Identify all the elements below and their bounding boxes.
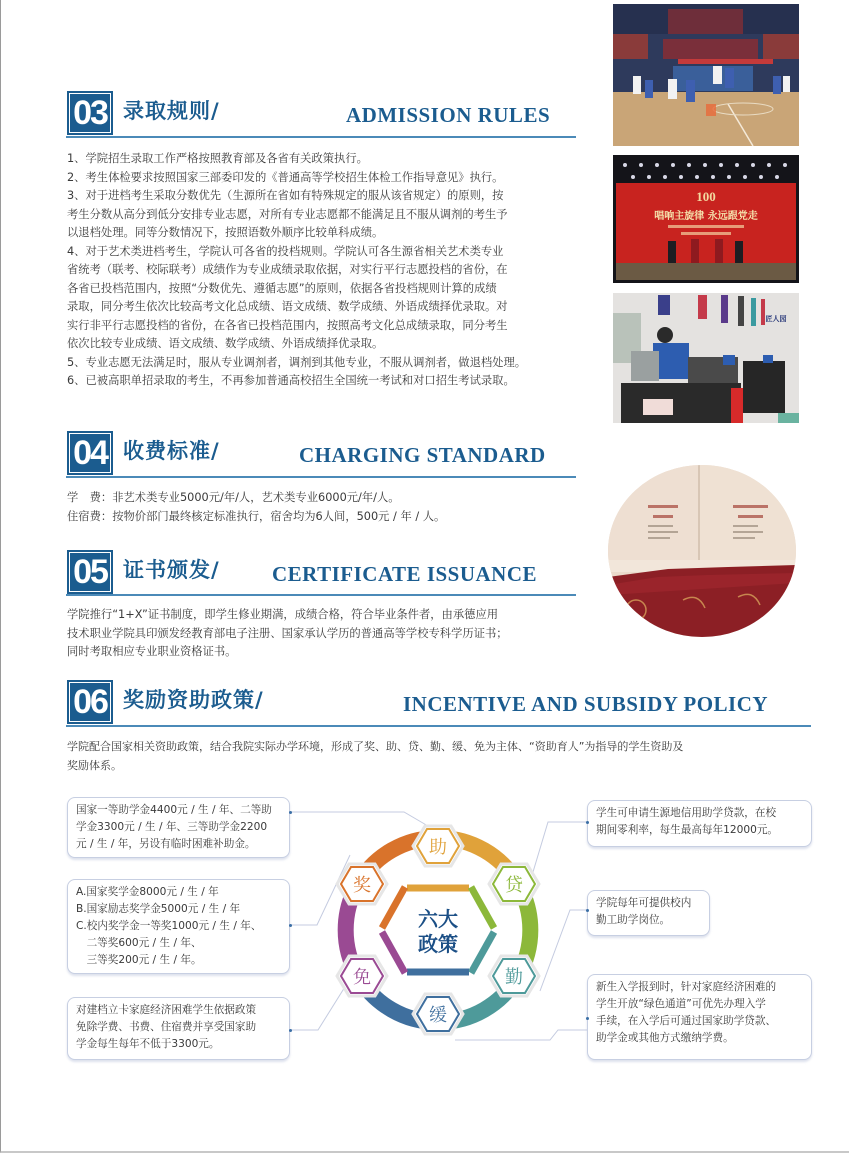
section-number-badge: 04 bbox=[67, 431, 113, 475]
node-zhu bbox=[413, 826, 463, 866]
text-line: 新生入学报到时，针对家庭经济困难的 bbox=[596, 981, 777, 993]
section-title-en: INCENTIVE AND SUBSIDY POLICY bbox=[403, 692, 769, 716]
node-huan bbox=[413, 994, 463, 1034]
text-line: 依次比较专业成绩、语文成绩、数学成绩、外语成绩择优录取。 bbox=[67, 337, 384, 350]
svg-text:缓: 缓 bbox=[429, 1005, 447, 1026]
text-line: C.校内奖学金一等奖1000元 / 生 / 年、 bbox=[76, 920, 262, 932]
text-line: 5、专业志愿无法满足时，服从专业调剂者，调剂到其他专业，不服从调剂者，做退档处理。 bbox=[67, 355, 527, 369]
fee-exemption-box bbox=[67, 997, 290, 1060]
six-policies-diagram bbox=[332, 820, 544, 1040]
text-line: 学金每生每年不低于3300元。 bbox=[76, 1038, 220, 1050]
text-line: 6、已被高职单招录取的考生，不再参加普通高校招生全国统一考试和对口招生考试录取。 bbox=[67, 374, 515, 387]
text-line: 学金3300元 / 生 / 年、三等助学金2200 bbox=[76, 821, 268, 833]
section-title-en: CERTIFICATE ISSUANCE bbox=[272, 562, 538, 586]
text-line: 1、学院招生录取工作严格按照教育部及各省有关政策执行。 bbox=[67, 152, 368, 165]
text-line: 学院推行“1+X”证书制度，即学生修业期满，成绩合格，符合毕业条件者，由承德应用 bbox=[67, 608, 499, 621]
svg-text:六大: 六大 bbox=[418, 907, 458, 931]
svg-text:匠人园: 匠人园 bbox=[765, 315, 787, 323]
text-line: 三等奖200元 / 生 / 年。 bbox=[76, 954, 202, 966]
text-line: 助学金或其他方式缴纳学费。 bbox=[596, 1032, 734, 1044]
text-line: 勤工助学岗位。 bbox=[596, 914, 671, 926]
text-line: 3、对于进档考生采取分数优先（生源所在省如有特殊规定的服从该省规定）的原则，按 bbox=[67, 189, 504, 202]
section-title-en: ADMISSION RULES bbox=[346, 103, 551, 127]
section-title-cn: 录取规则/ bbox=[123, 99, 220, 123]
connector-dot bbox=[586, 909, 589, 912]
text-line: 免除学费、书费、住宿费并享受国家助 bbox=[76, 1021, 257, 1033]
svg-text:奖: 奖 bbox=[353, 875, 371, 896]
green-channel-box bbox=[587, 974, 812, 1060]
connector-dot bbox=[289, 811, 292, 814]
svg-text:100: 100 bbox=[696, 189, 716, 204]
connector-dot bbox=[586, 821, 589, 824]
work-study-box bbox=[587, 890, 710, 936]
text-line: 技术职业学院具印颁发经教育部电子注册、国家承认学历的普通高等学校专科学历证书； bbox=[67, 626, 508, 640]
text-line: 2、考生体检要求按照国家三部委印发的《普通高等学校招生体检工作指导意见》执行。 bbox=[67, 170, 504, 184]
node-qin bbox=[489, 956, 539, 996]
svg-text:政策: 政策 bbox=[418, 932, 458, 956]
text-line: 以退档处理。同等分数情况下，按照语数外顺序比较单科成绩。 bbox=[67, 226, 384, 239]
text-line: 期间零利率，每生最高每年12000元。 bbox=[596, 824, 779, 836]
svg-text:贷: 贷 bbox=[505, 875, 523, 896]
node-mian bbox=[337, 956, 387, 996]
text-line: 住宿费：按物价部门最终核定标准执行，宿舍均为6人间，500元 / 年 / 人。 bbox=[67, 509, 446, 523]
section-title-cn: 证书颁发/ bbox=[123, 558, 220, 582]
connector-dot bbox=[289, 1029, 292, 1032]
scholarship-box bbox=[67, 879, 290, 974]
text-line: 同时考取相应专业职业资格证书。 bbox=[67, 645, 237, 658]
section-number-badge: 05 bbox=[67, 550, 113, 594]
text-line: B.国家励志奖学金5000元 / 生 / 年 bbox=[76, 903, 241, 915]
section-number-badge: 03 bbox=[67, 91, 113, 135]
section-title-cn: 收费标准/ bbox=[123, 439, 220, 463]
student-loan-box bbox=[587, 800, 812, 847]
text-line: 4、对于艺术类进档考生，学院认可各省的投档规则。学院认可各生源省相关艺术类专业 bbox=[67, 244, 504, 258]
text-line: 学 费：非艺术类专业5000元/年/人，艺术类专业6000元/年/人。 bbox=[67, 491, 400, 504]
text-line: A.国家奖学金8000元 / 生 / 年 bbox=[76, 886, 219, 898]
text-line: 学院每年可提供校内 bbox=[596, 897, 692, 909]
connector-dot bbox=[289, 924, 292, 927]
text-line: 奖励体系。 bbox=[67, 758, 122, 772]
svg-text:勤: 勤 bbox=[505, 967, 523, 988]
section-number-badge: 06 bbox=[67, 680, 113, 724]
node-jiang bbox=[337, 864, 387, 904]
svg-text:免: 免 bbox=[353, 967, 371, 988]
text-line: 对建档立卡家庭经济困难学生依据政策 bbox=[76, 1004, 257, 1016]
text-line: 实行非平行志愿投档的省份，在各省已投档范围内，按照高考文化总成绩录取，同分考生 bbox=[67, 318, 508, 332]
text-line: 二等奖600元 / 生 / 年、 bbox=[76, 937, 202, 949]
text-line: 国家一等助学金4400元 / 生 / 年、二等助 bbox=[76, 804, 272, 816]
connector-dot bbox=[586, 1017, 589, 1020]
text-line: 学生开放“绿色通道”可优先办理入学 bbox=[596, 998, 766, 1010]
text-line: 录取，同分考生依次比较高考文化总成绩、语文成绩、数学成绩、外语成绩择优录取。对 bbox=[67, 300, 508, 313]
text-line: 考生分数从高分到低分安排专业志愿，对所有专业志愿都不能满足且不服从调剂的考生予 bbox=[67, 207, 508, 221]
svg-text:唱响主旋律 永远跟党走: 唱响主旋律 永远跟党走 bbox=[654, 211, 758, 222]
text-line: 学生可申请生源地信用助学贷款，在校 bbox=[596, 807, 777, 819]
svg-text:助: 助 bbox=[429, 837, 447, 858]
text-line: 学院配合国家相关资助政策，结合我院实际办学环境，形成了奖、助、贷、勤、缓、免为主体、“资助育人”为指导的学生资助及 bbox=[67, 740, 684, 753]
text-line: 各省已投档范围内，按照“分数优先、遵循志愿”的原则，依据各省投档规则计算的成绩 bbox=[67, 281, 497, 295]
section-title-cn: 奖励资助政策/ bbox=[123, 688, 264, 712]
text-line: 元 / 生 / 年，另设有临时困难补助金。 bbox=[76, 838, 256, 850]
text-line: 省统考（联考、校际联考）成绩作为专业成绩录取依据，对实行平行志愿投档的省份，在 bbox=[67, 263, 508, 276]
node-dai bbox=[489, 864, 539, 904]
subsidy-grant-box bbox=[67, 797, 290, 858]
section-title-en: CHARGING STANDARD bbox=[299, 443, 546, 467]
text-line: 手续，在入学后可通过国家助学贷款、 bbox=[596, 1015, 777, 1027]
